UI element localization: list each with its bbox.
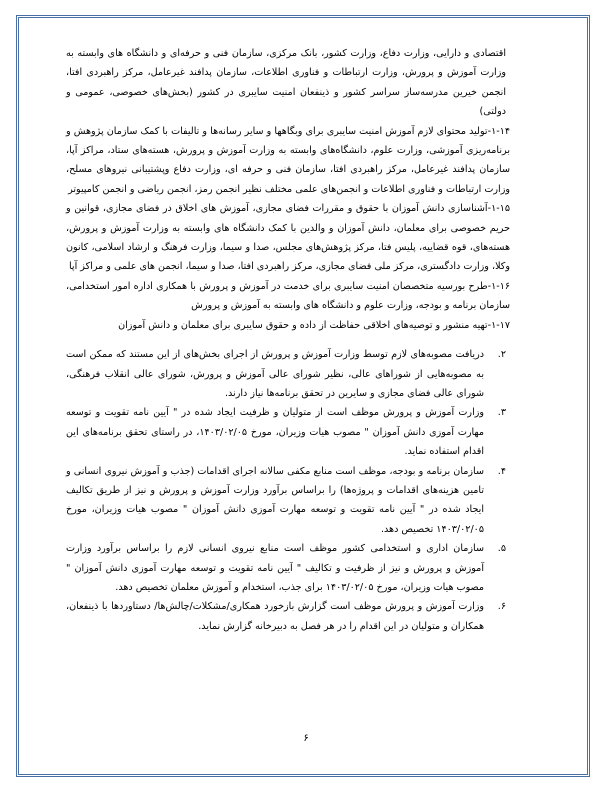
- item-text: سازمان برنامه و بودجه، موظف است منابع مکفی سالانه اجرای اقدامات (جذب و آموزش نیروی انسانی و تامین هزینه‌های اقدامات و پروژه‌ها) را براساس برآورد وزارت آموزش و پرورش و نیز از طریق تکالیف ایجاد شده در " آیین نامه تقویت و توسعه مهارت آموزی دانش آموزان " مصوب هیات وزیران، مورخ ۱۴۰۳/۰۲/۰۵ تخصیص دهد.: [66, 465, 484, 535]
- item-text: سازمان اداری و استخدامی کشور موظف است منابع نیروی انسانی لازم را براساس برآورد وزارت آموزش و پرورش و نیز از ظرفیت و تکالیف " آیین نامه تقویت و توسعه مهارت آموزی دانش آموزان " مصوب هیات وزیران، مورخ ۱۴۰۳/۰۲/۰۵ برای جذب، استخدام و آموزش معلمان تخصیص دهد.: [66, 543, 484, 593]
- subitem-1-17: [66, 316, 510, 335]
- subitem-text: طرح بورسیه متخصصان امنیت سایبری برای خدمت در آموزش و پرورش با همکاری اداره امور استخدامی، سازمان برنامه و بودجه، وزارت علوم و دانشگاه های وابسته به آموزش و پرورش: [66, 280, 510, 312]
- subitem-number: ۱-۱۶-: [487, 280, 510, 292]
- subitem-1-15: [66, 199, 510, 277]
- list-item-4: [66, 462, 506, 540]
- item-number: ۲.: [497, 349, 506, 361]
- section-gap: [66, 335, 506, 345]
- item-text: وزارت آموزش و پرورش موظف است گزارش بازخورد همکاری/مشکلات/چالش‌ها/ دستاوردها با ذینفعان، همکاران و متولیان در این اقدام را در هر فصل به دبیرخانه گزارش نماید.: [66, 601, 484, 632]
- subitem-number: ۱-۱۷-: [487, 319, 510, 331]
- item-number: ۵.: [497, 543, 506, 555]
- item-text: وزارت آموزش و پرورش موظف است از متولیان و ظرفیت ایجاد شده در " آیین نامه تقویت و توسعه مهارت آموزی دانش آموزان " مصوب هیات وزیران، مورخ ۱۴۰۳/۰۲/۰۵، در راستای تحقق برنامه‌های این اقدام استفاده نماید.: [66, 407, 484, 458]
- continuation-paragraph: اقتصادی و دارایی، وزارت دفاع، وزارت کشور، بانک مرکزی، سازمان فنی و حرفه‌ای و دانشگاه های وابسته به وزارت آموزش و پرورش، وزارت ارتباطات و فناوری اطلاعات، سازمان پدافند غیرعامل، مرکز راهبردی افتا، انجمن خیرین مدرسه‌ساز سراسر کشور و ذینفعان امنیت سایبری در کشور (بخش‌های خصوصی، عمومی و دولتی): [66, 48, 506, 118]
- subitem-text: آشناسازی دانش آموزان با حقوق و مقررات فضای مجازی، آموزش های اخلاق در فضای مجازی، قوانین و حریم خصوصی برای معلمان، دانش آموزان و والدین با کمک دانشگاه های وابسته به وزارت آموزش و پرورش، هسته‌های، قوه قضاییه، پلیس فتا، مرکز پژوهش‌های مجلس، صدا و سیما، وزارت فرهنگ و ارشاد اسلامی، کانون وکلا، وزارت دادگستری، مرکز ملی فضای مجازی، مرکز راهبردی افتا، صدا و سیما، انجمن های علمی و مراکز آپا: [66, 203, 510, 273]
- subitem-text: تولید محتوای لازم آموزش امنیت سایبری برای وبگاهها و سایر رسانه‌ها و تالیفات با کمک سازمان پژوهش و برنامه‌ریزی آموزشی، وزارت علوم، دانشگاه‌های وابسته به وزارت آموزش و پرورش، هسته‌های ستاد، مراکز آپا، سازمان پدافند غیرعامل، مرکز راهبردی افتا، سازمان فنی و حرفه ای، وزارت دفاع وپشتیبانی نیروهای مسلح، وزارت ارتباطات و فناوری اطلاعات و انجمن‌های علمی مختلف نظیر انجمن رمز، انجمن ریاضی و انجمن کامپیوتر: [66, 125, 510, 195]
- list-item-2: [66, 345, 506, 403]
- item-number: ۳.: [497, 407, 506, 419]
- subitem-1-14: [66, 122, 510, 200]
- item-number: ۴.: [497, 465, 506, 477]
- list-item-5: [66, 539, 506, 597]
- list-item-6: [66, 597, 506, 636]
- document-body: [66, 44, 510, 636]
- item-text: دریافت مصوبه‌های لازم توسط وزارت آموزش و پرورش از اجرای بخش‌های از این مستند که ممکن است به مصوبه‌هایی از شوراهای عالی، نظیر شورای عالی آموزش و پرورش، شورای عالی انقلاب فرهنگی، شورای عالی فضای مجازی و سایرین در تحقق برنامه‌ها نیاز دارند.: [66, 349, 484, 399]
- subitem-1-16: [66, 277, 510, 316]
- subitem-text: تهیه منشور و توصیه‌های اخلاقی حفاظت از داده و حقوق سایبری برای معلمان و دانش آموزان: [118, 319, 488, 331]
- subitem-number: ۱-۱۵-: [487, 203, 510, 215]
- item-number: ۶.: [497, 601, 506, 613]
- subitem-number: ۱-۱۴-: [487, 125, 510, 137]
- list-item-3: [66, 403, 506, 461]
- page-number: ۶: [303, 733, 309, 744]
